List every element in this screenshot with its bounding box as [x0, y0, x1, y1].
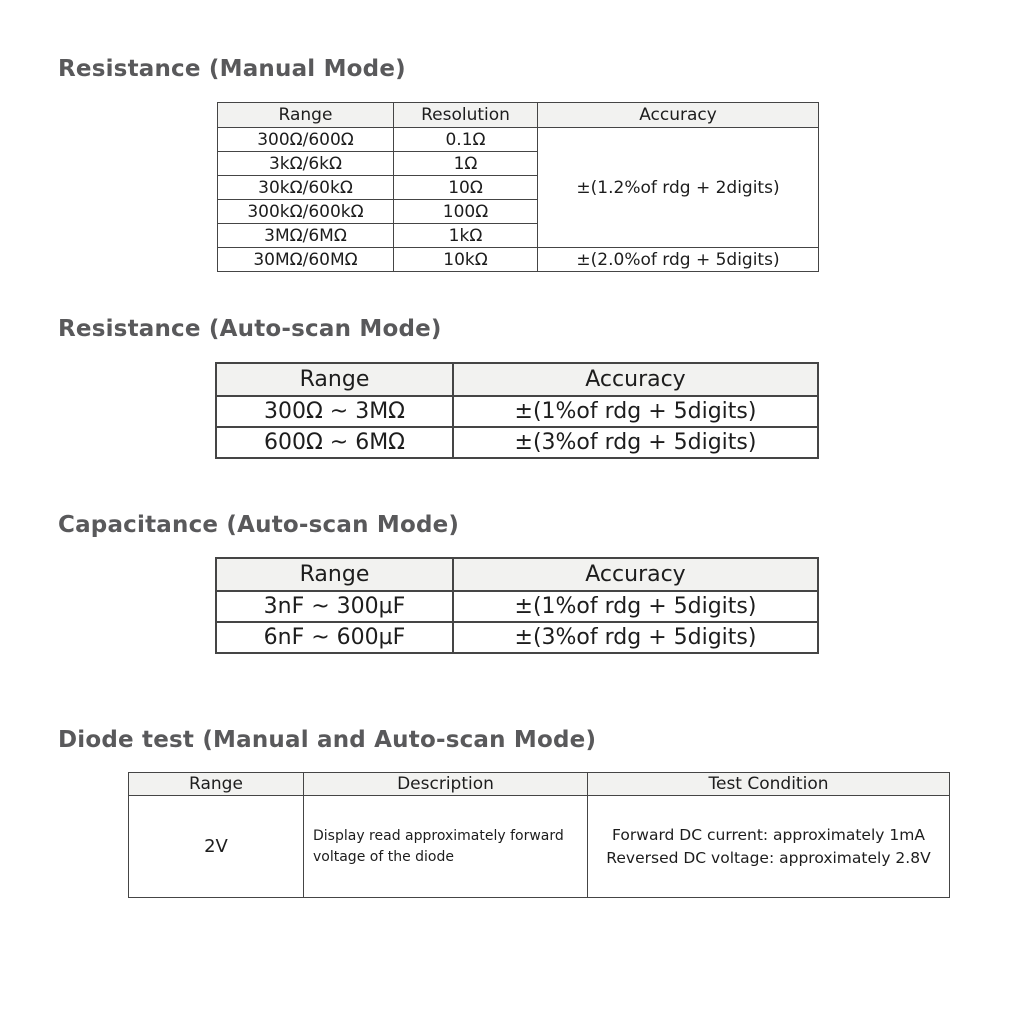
table-row — [216, 591, 818, 622]
accuracy-cell: ±(2.0%of rdg + 5digits) — [538, 248, 819, 272]
header-accuracy: Accuracy — [453, 558, 818, 591]
diode-test-table — [128, 772, 950, 898]
header-range: Range — [129, 773, 304, 796]
table-row — [216, 396, 818, 427]
resolution-cell: 100Ω — [394, 200, 538, 224]
range-cell: 3kΩ/6kΩ — [218, 152, 394, 176]
range-cell: 30MΩ/60MΩ — [218, 248, 394, 272]
resolution-cell: 0.1Ω — [394, 128, 538, 152]
resolution-cell: 10kΩ — [394, 248, 538, 272]
table-header-row — [218, 103, 819, 128]
resolution-cell: 1Ω — [394, 152, 538, 176]
range-cell: 3nF ~ 300µF — [216, 591, 453, 622]
table-row — [216, 427, 818, 458]
table-header-row — [129, 773, 950, 796]
accuracy-cell: ±(3%of rdg + 5digits) — [453, 622, 818, 653]
section-title-resistance-manual: Resistance (Manual Mode) — [58, 56, 406, 82]
header-range: Range — [218, 103, 394, 128]
header-accuracy: Accuracy — [538, 103, 819, 128]
table-row — [129, 796, 950, 898]
header-description: Description — [304, 773, 588, 796]
table-header-row — [216, 363, 818, 396]
range-cell: 3MΩ/6MΩ — [218, 224, 394, 248]
header-range: Range — [216, 558, 453, 591]
section-title-resistance-autoscan: Resistance (Auto-scan Mode) — [58, 316, 442, 342]
description-cell: Display read approximately forward voltage of the diode — [304, 796, 588, 898]
test-condition-line-2: Reversed DC voltage: approximately 2.8V — [606, 848, 931, 867]
capacitance-autoscan-table — [215, 557, 819, 654]
resistance-manual-table — [217, 102, 819, 272]
table-row — [218, 248, 819, 272]
range-cell: 300Ω/600Ω — [218, 128, 394, 152]
accuracy-cell: ±(3%of rdg + 5digits) — [453, 427, 818, 458]
table-row — [218, 128, 819, 152]
range-cell: 2V — [129, 796, 304, 898]
test-condition-cell — [588, 796, 950, 898]
accuracy-merged-cell: ±(1.2%of rdg + 2digits) — [538, 128, 819, 248]
resistance-autoscan-table — [215, 362, 819, 459]
accuracy-cell: ±(1%of rdg + 5digits) — [453, 591, 818, 622]
section-title-diode-test: Diode test (Manual and Auto-scan Mode) — [58, 727, 597, 753]
test-condition-line-1: Forward DC current: approximately 1mA — [612, 826, 925, 845]
resolution-cell: 10Ω — [394, 176, 538, 200]
range-cell: 30kΩ/60kΩ — [218, 176, 394, 200]
header-resolution: Resolution — [394, 103, 538, 128]
accuracy-cell: ±(1%of rdg + 5digits) — [453, 396, 818, 427]
table-row — [216, 622, 818, 653]
header-accuracy: Accuracy — [453, 363, 818, 396]
section-title-capacitance-autoscan: Capacitance (Auto-scan Mode) — [58, 512, 460, 538]
header-test-condition: Test Condition — [588, 773, 950, 796]
header-range: Range — [216, 363, 453, 396]
table-header-row — [216, 558, 818, 591]
range-cell: 300kΩ/600kΩ — [218, 200, 394, 224]
resolution-cell: 1kΩ — [394, 224, 538, 248]
range-cell: 300Ω ~ 3MΩ — [216, 396, 453, 427]
range-cell: 6nF ~ 600µF — [216, 622, 453, 653]
range-cell: 600Ω ~ 6MΩ — [216, 427, 453, 458]
